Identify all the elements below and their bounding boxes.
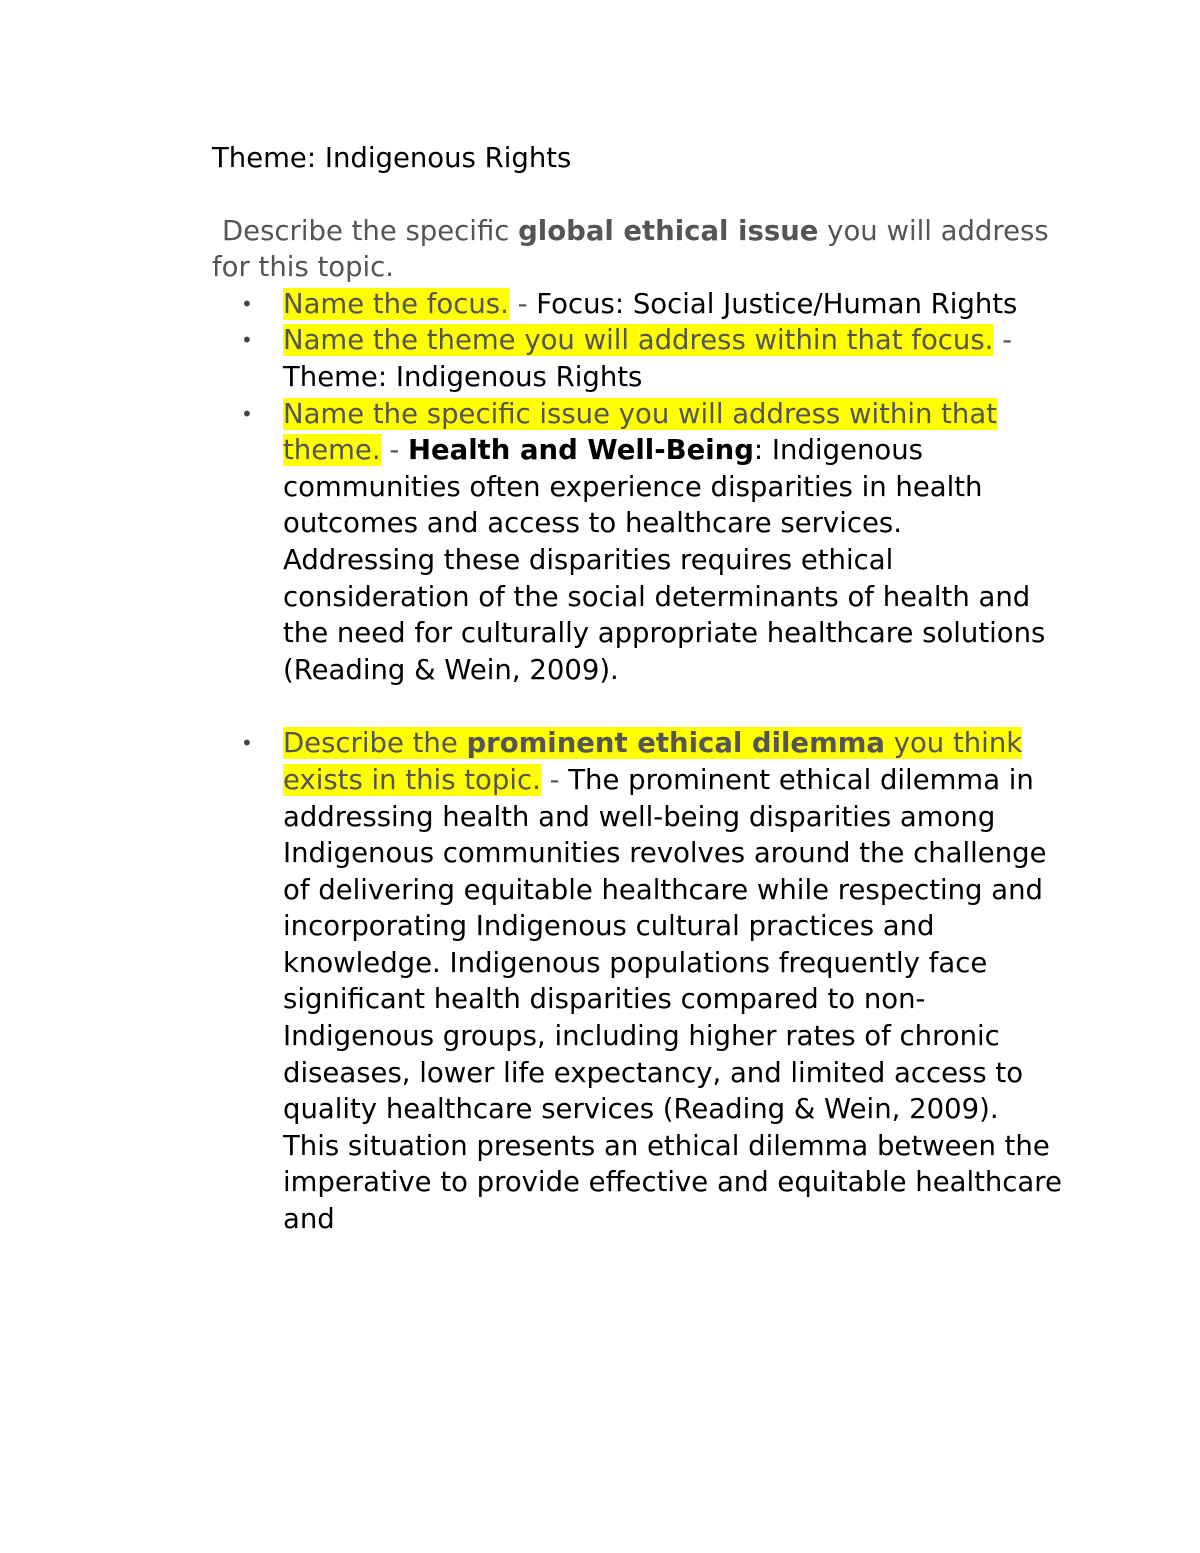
prompt-highlight-after: you think exists in this topic. — [283, 727, 1023, 796]
prompt-highlight: Name the theme you will address within that focus. — [283, 324, 994, 357]
answer-bold: Health and Well-Being — [408, 434, 754, 467]
separator: - — [508, 287, 537, 320]
bullet-icon: • — [241, 328, 253, 353]
bullet-icon: • — [241, 401, 253, 426]
theme-heading: Theme: Indigenous Rights — [212, 142, 572, 174]
prompt-list — [212, 286, 1062, 1238]
separator: - — [540, 763, 569, 796]
answer-text: Focus: Social Justice/Human Rights — [536, 287, 1018, 320]
bullet-icon: • — [241, 291, 253, 316]
document-body — [212, 140, 1062, 1238]
prompt-highlight-before: Describe the — [283, 727, 467, 760]
answer-text: The prominent ethical dilemma in addressing health and well-being disparities among Indigenous communities revolves around the challenge of delivering equitable healthcare while respecting and incorporating Indigenous cultural practices and knowledge. Indigenous populations frequently face significant health disparities compared to non-Indigenous groups, including higher rates of chronic diseases, lower life expectancy, and limited access to quality healthcare services (Reading & Wein, 2009). This situation presents an ethical dilemma between the imperative to provide effective and equitable healthcare and — [283, 763, 1062, 1236]
separator: - — [380, 434, 408, 467]
list-item-focus — [241, 286, 1062, 323]
separator: - — [993, 324, 1013, 357]
intro-text-after: you will address for this topic. — [212, 214, 1049, 284]
prompt-highlight-bold: prominent ethical dilemma — [466, 727, 885, 760]
bullet-icon: • — [241, 731, 253, 756]
list-item-theme — [241, 322, 1062, 395]
list-item-dilemma — [241, 725, 1062, 1237]
intro-text-before: Describe the specific — [222, 214, 519, 247]
answer-text: Theme: Indigenous Rights — [283, 360, 643, 393]
intro-paragraph — [212, 213, 1062, 286]
prompt-highlight: Name the focus. — [283, 287, 509, 320]
prompt-highlight: Name the specific issue you will address within that theme. — [283, 397, 997, 467]
list-item-issue — [241, 396, 1062, 689]
intro-bold-phrase: global ethical issue — [518, 214, 819, 247]
answer-text: : Indigenous communities often experience disparities in health outcomes and access to healthcare services. Addressing these disparities requires ethical consideration of the social determinants of health and the need for culturally appropriate healthcare solutions (Reading & Wein, 2009). — [283, 434, 1046, 686]
